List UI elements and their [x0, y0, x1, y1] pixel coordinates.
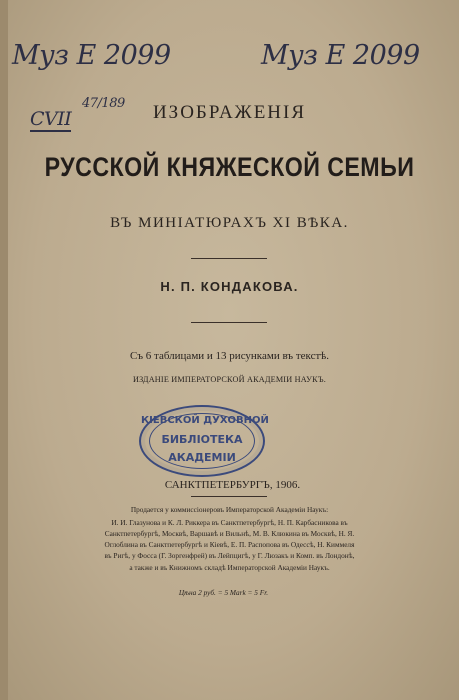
stamp-line3: АКАДЕМІИ — [168, 451, 236, 464]
imprint: САНКТПЕТЕРБУРГЪ, 1906. — [164, 479, 301, 491]
sale-line-3: Санктпетербургѣ, Москвѣ, Варшавѣ и Вильнѣ, М. В. Клюкина въ Москвѣ, Н. Я. — [104, 529, 355, 538]
sale-line-4: Оглоблина въ Санктпетербургѣ и Кіевѣ, Е. П. Распопова въ Одессѣ, Н. Киммеля — [104, 540, 355, 549]
sale-line-5: въ Ригѣ, у Фосса (Г. Зоргенфрей) въ Лейпцигѣ, у Г. Люзакъ и Комп. въ Лондонѣ, — [104, 551, 355, 560]
author: Н. П. КОНДАКОВА. — [160, 279, 299, 294]
stamp-line2: БИБЛІОТЕКА — [161, 433, 243, 446]
handwritten-mark-left: Муз Е 2099 — [12, 40, 171, 71]
handwritten-mark-right: Муз Е 2099 — [261, 40, 420, 71]
title-line2: РУССКОЙ КНЯЖЕСКОЙ СЕМЬИ — [44, 152, 415, 182]
shelfmark-main: СVII — [30, 108, 72, 130]
publisher: ИЗДАНІЕ ИМПЕРАТОРСКОЙ АКАДЕМІИ НАУКЪ. — [133, 375, 326, 384]
sale-line-1: Продается у коммиссіонеровъ Императорской Академіи Наукъ: — [130, 505, 329, 514]
title-line1: ИЗОБРАЖЕНІЯ — [152, 102, 307, 123]
sale-line-6: а также и въ Книжномъ складѣ Императорской Академіи Наукъ. — [129, 563, 330, 572]
divider-bottom — [191, 496, 267, 497]
divider-top — [191, 258, 267, 259]
sale-line-2: И. И. Глазунова и К. Л. Риккера въ Санктпетербургѣ, Н. П. Карбасникова въ — [111, 518, 348, 527]
stamp-line1: КІЕВСКОЙ ДУХОВНОЙ — [141, 415, 269, 426]
illustrations-note: Съ 6 таблицами и 13 рисунками въ текстѣ. — [130, 350, 329, 362]
shelfmark-fraction: 47/189 — [82, 96, 125, 111]
library-stamp — [139, 405, 269, 477]
price: Цѣна 2 руб. = 5 Mark = 5 Fr. — [178, 588, 269, 597]
divider-middle — [191, 322, 267, 323]
title-line3: ВЪ МИНІАТЮРАХЪ XI ВѢКА. — [110, 215, 349, 231]
